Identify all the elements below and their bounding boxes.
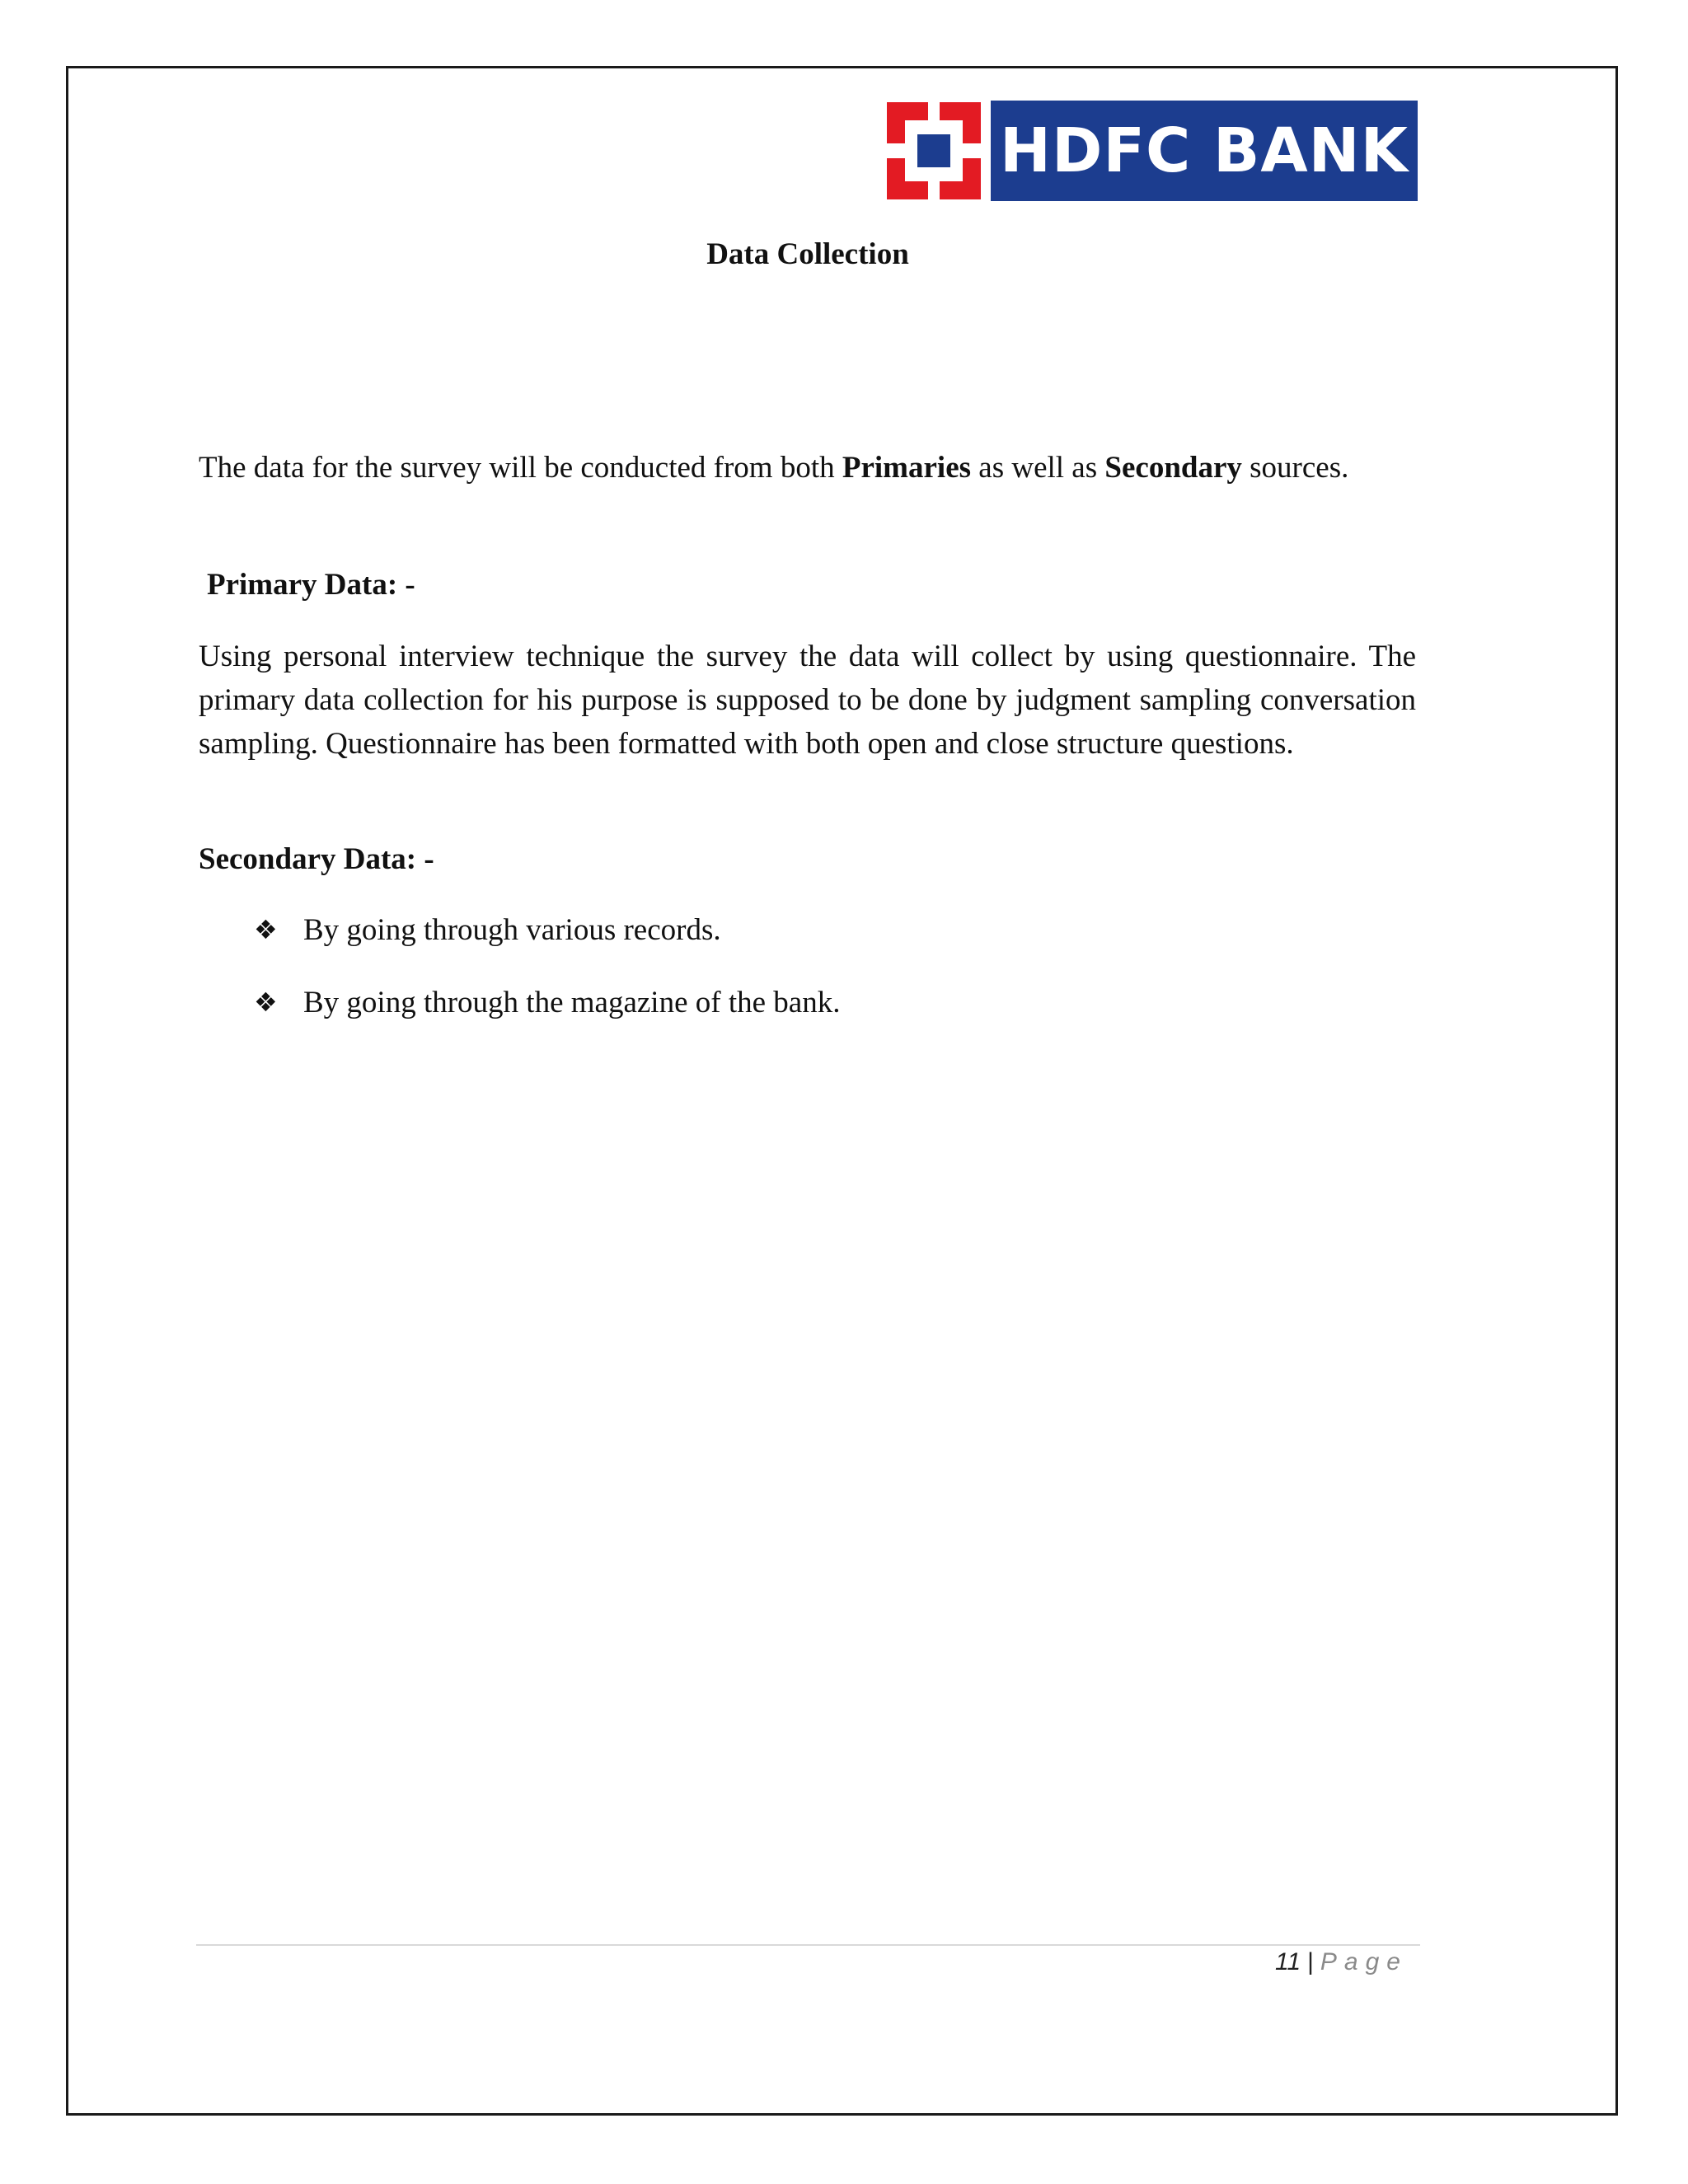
primary-data-paragraph: Using personal interview technique the survey the data will collect by using questionnaire. The primary data collection for his purpose is supposed to be done by judgment sampling conversation sampling. Questionnaire has been formatted with both open and close structure questions. xyxy=(199,640,1416,761)
intro-text-2: as well as xyxy=(971,451,1105,485)
intro-paragraph xyxy=(199,446,1416,490)
intro-bold-secondary: Secondary xyxy=(1104,451,1242,485)
page-title: Data Collection xyxy=(706,237,909,271)
diamond-bullet-icon: ❖ xyxy=(254,914,278,945)
page-label: Page xyxy=(1320,1948,1408,1975)
secondary-data-heading: Secondary Data: - xyxy=(199,842,434,876)
hdfc-logo-mark-icon xyxy=(885,101,982,201)
list-item-text: By going through the magazine of the bank. xyxy=(303,986,841,1019)
page-border xyxy=(66,66,1618,2116)
primary-data-heading: Primary Data: - xyxy=(207,568,415,602)
intro-text-1: The data for the survey will be conducted from both xyxy=(199,451,842,485)
list-item-text: By going through various records. xyxy=(303,913,721,947)
intro-text-3: sources. xyxy=(1241,451,1349,485)
intro-bold-primaries: Primaries xyxy=(842,451,972,485)
hdfc-logo-wordmark: HDFC BANK xyxy=(991,101,1418,201)
page-footer xyxy=(1275,1948,1408,1976)
hdfc-bank-logo xyxy=(885,101,1418,201)
list-item xyxy=(254,908,721,952)
footer-divider xyxy=(196,1944,1420,1946)
page-number: 11 xyxy=(1274,1948,1301,1975)
footer-separator: | xyxy=(1307,1948,1314,1975)
diamond-bullet-icon: ❖ xyxy=(254,987,278,1018)
list-item xyxy=(254,981,840,1024)
